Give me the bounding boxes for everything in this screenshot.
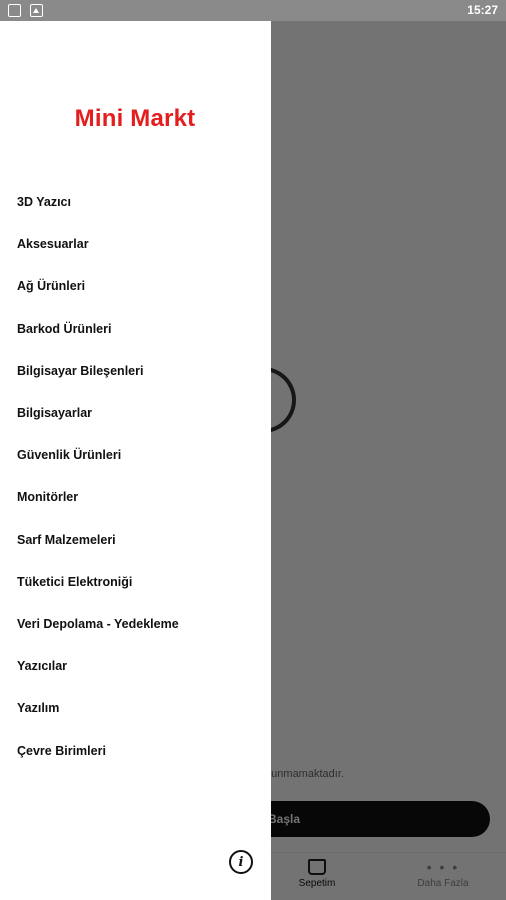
category-label: Ağ Ürünleri — [17, 279, 86, 294]
category-item-security[interactable] — [0, 434, 271, 476]
category-label: 3D Yazıcı — [17, 195, 71, 210]
navigation-drawer — [0, 21, 271, 900]
category-item-software[interactable] — [0, 687, 271, 729]
info-icon[interactable]: i — [229, 850, 253, 874]
logo-text: Mini Markt — [74, 105, 196, 132]
category-label: Güvenlik Ürünleri — [17, 448, 122, 463]
category-label: Aksesuarlar — [17, 237, 89, 252]
category-label: Monitörler — [17, 490, 79, 505]
category-item-consumer-electronics[interactable] — [0, 561, 271, 603]
category-item-printers[interactable] — [0, 645, 271, 687]
category-item-storage-backup[interactable] — [0, 603, 271, 645]
status-time: 15:27 — [467, 3, 498, 17]
category-menu — [0, 181, 271, 772]
notification-icon — [8, 4, 21, 17]
category-item-network[interactable] — [0, 265, 271, 307]
category-item-accessories[interactable] — [0, 223, 271, 265]
category-label: Çevre Birimleri — [17, 743, 106, 758]
category-item-consumables[interactable] — [0, 519, 271, 561]
category-item-barcode[interactable] — [0, 308, 271, 350]
category-label: Yazıcılar — [17, 659, 68, 674]
category-item-computer-components[interactable] — [0, 350, 271, 392]
category-item-3d-printer[interactable] — [0, 181, 271, 223]
category-item-computers[interactable] — [0, 392, 271, 434]
category-label: Veri Depolama - Yedekleme — [17, 616, 179, 631]
store-logo — [63, 76, 207, 162]
category-label: Tüketici Elektroniği — [17, 574, 133, 589]
status-bar — [0, 0, 506, 21]
category-label: Bilgisayarlar — [17, 406, 93, 421]
category-item-peripherals[interactable] — [0, 729, 271, 771]
category-item-monitors[interactable] — [0, 476, 271, 518]
category-label: Sarf Malzemeleri — [17, 532, 116, 547]
category-label: Barkod Ürünleri — [17, 321, 112, 336]
category-label: Bilgisayar Bileşenleri — [17, 363, 144, 378]
image-notification-icon — [30, 4, 43, 17]
category-label: Yazılım — [17, 701, 60, 716]
